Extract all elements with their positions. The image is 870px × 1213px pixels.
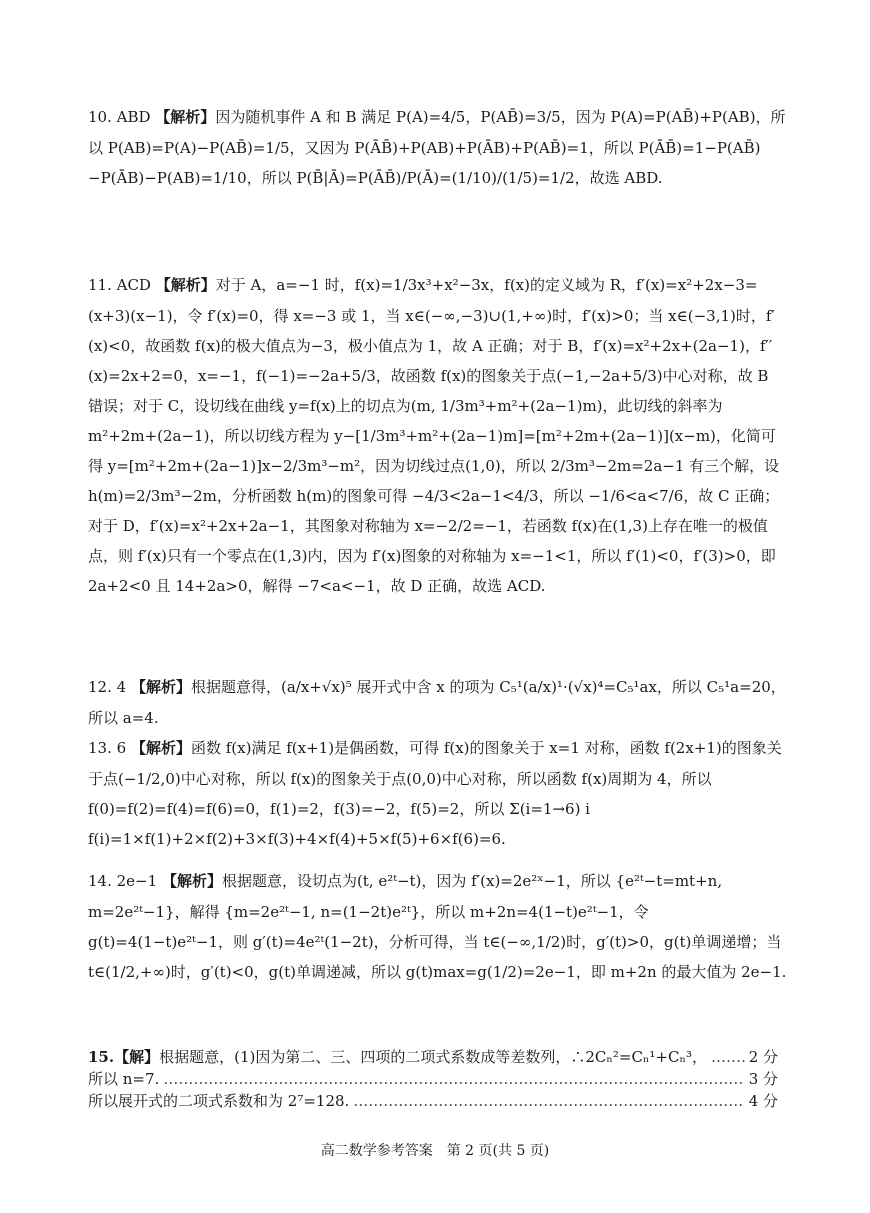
problem-number: 13. 6 [88, 739, 127, 757]
problem-number: 12. 4 [88, 678, 127, 696]
step-text: 所以展开式的二项式系数和为 2⁷=128. [88, 1092, 350, 1110]
solution-15 [88, 1046, 778, 1112]
problem-text: 因为随机事件 A 和 B 满足 P(A)=4/5，P(AB̄)=3/5，因为 P(A)=P(AB̄)+P(AB)，所以 P(AB)=P(A)−P(AB̄)=1/5，又因为 P(ĀB̄)+P(AB)+P(ĀB)+P(AB̄)=1，所以 P(ĀB̄)=1−P(AB̄)−P(ĀB)−P(AB)=1/10，所以 P(B̄|Ā)=P(ĀB̄)/P(Ā)=(1/10)/(1/5)=1/2，故选 ABD. [88, 108, 786, 187]
problem-text: 对于 A，a=−1 时，f(x)=1/3x³+x²−3x，f(x)的定义域为 R，f′(x)=x²+2x−3=(x+3)(x−1)，令 f′(x)=0，得 x=−3 或 1，当 x∈(−∞,−3)∪(1,+∞)时，f′(x)>0；当 x∈(−3,1)时，f′(x)<0，故函数 f(x)的极大值点为−3，极小值点为 1，故 A 正确；对于 B，f′(x)=x²+2x+(2a−1)，f′′(x)=2x+2=0，x=−1，f(−1)=−2a+5/3，故函数 f(x)的图象关于点(−1,−2a+5/3)中心对称，故 B 错误；对于 C，设切线在曲线 y=f(x)上的切点为(m, 1/3m³+m²+(2a−1)m)，此切线的斜率为 m²+2m+(2a−1)，所以切线方程为 y−[1/3m³+m²+(2a−1)m]=[m²+2m+(2a−1)](x−m)，化简可得 y=[m²+2m+(2a−1)]x−2/3m³−m²，因为切线过点(1,0)，所以 2/3m³−2m=2a−1 有三个解，设 h(m)=2/3m³−2m，分析函数 h(m)的图象可得 −4/3<2a−1<4/3，所以 −1/6<a<7/6，故 C 正确；对于 D，f′(x)=x²+2x+2a−1，其图象对称轴为 x=−2/2=−1，若函数 f(x)在(1,3)上存在唯一的极值点，则 f′(x)只有一个零点在(1,3)内，因为 f′(x)图象的对称轴为 x=−1<1，所以 f′(1)<0，f′(3)>0，即 2a+2<0 且 14+2a>0，解得 −7<a<−1，故 D 正确，故选 ACD. [88, 276, 780, 595]
step-score: 2 分 [748, 1048, 778, 1066]
step-score: 4 分 [748, 1092, 778, 1110]
step-score: 3 分 [748, 1070, 778, 1088]
step-text: 所以 n=7. [88, 1070, 160, 1088]
solution-step [88, 1068, 778, 1090]
leader-dots [163, 1068, 744, 1090]
solution-tag: 15.【解】 [88, 1048, 160, 1066]
problem-12 [88, 672, 788, 733]
page-footer: 高二数学参考答案 第 2 页(共 5 页) [320, 1143, 550, 1159]
leader-dots [711, 1046, 745, 1068]
problem-text: 根据题意，设切点为(t, e²ᵗ−t)，因为 f′(x)=2e²ˣ−1，所以 {e²ᵗ−t=mt+n, m=2e²ᵗ−1}，解得 {m=2e²ᵗ−1, n=(1−2t)e²ᵗ}，所以 m+2n=4(1−t)e²ᵗ−1，令 g(t)=4(1−t)e²ᵗ−1，则 g′(t)=4e²ᵗ(1−2t)，分析可得，当 t∈(−∞,1/2)时，g′(t)>0，g(t)单调递增；当 t∈(1/2,+∞)时，g′(t)<0，g(t)单调递减，所以 g(t)max=g(1/2)=2e−1，即 m+2n 的最大值为 2e−1. [88, 872, 787, 981]
problem-14 [88, 866, 788, 987]
problem-text: 函数 f(x)满足 f(x+1)是偶函数，可得 f(x)的图象关于 x=1 对称，函数 f(2x+1)的图象关于点(−1/2,0)中心对称，所以 f(x)的图象关于点(0,0)中心对称，所以函数 f(x)周期为 4，所以 f(0)=f(2)=f(4)=f(6)=0，f(1)=2，f(3)=−2，f(5)=2，所以 Σ(i=1→6) i f(i)=1×f(1)+2×f(2)+3×f(3)+4×f(4)+5×f(5)+6×f(6)=6. [88, 739, 782, 848]
problem-10 [88, 102, 788, 193]
analysis-tag: 【解析】 [161, 873, 222, 890]
analysis-tag: 【解析】 [130, 740, 191, 757]
leader-dots [353, 1090, 744, 1112]
analysis-tag: 【解析】 [130, 679, 191, 696]
problem-13 [88, 733, 788, 854]
problem-number: 11. ACD [88, 276, 151, 294]
solution-step [88, 1090, 778, 1112]
analysis-tag: 【解析】 [155, 109, 216, 126]
problem-text: 根据题意得，(a/x+√x)⁵ 展开式中含 x 的项为 C₅¹(a/x)¹·(√x)⁴=C₅¹ax，所以 C₅¹a=20，所以 a=4. [88, 678, 786, 727]
problem-number: 10. ABD [88, 108, 151, 126]
solution-step [88, 1046, 778, 1068]
step-text: 根据题意，(1)因为第二、三、四项的二项式系数成等差数列，∴2Cₙ²=Cₙ¹+Cₙ³， [159, 1048, 707, 1066]
problem-11 [88, 270, 788, 601]
problem-number: 14. 2e−1 [88, 872, 158, 890]
analysis-tag: 【解析】 [155, 277, 216, 294]
